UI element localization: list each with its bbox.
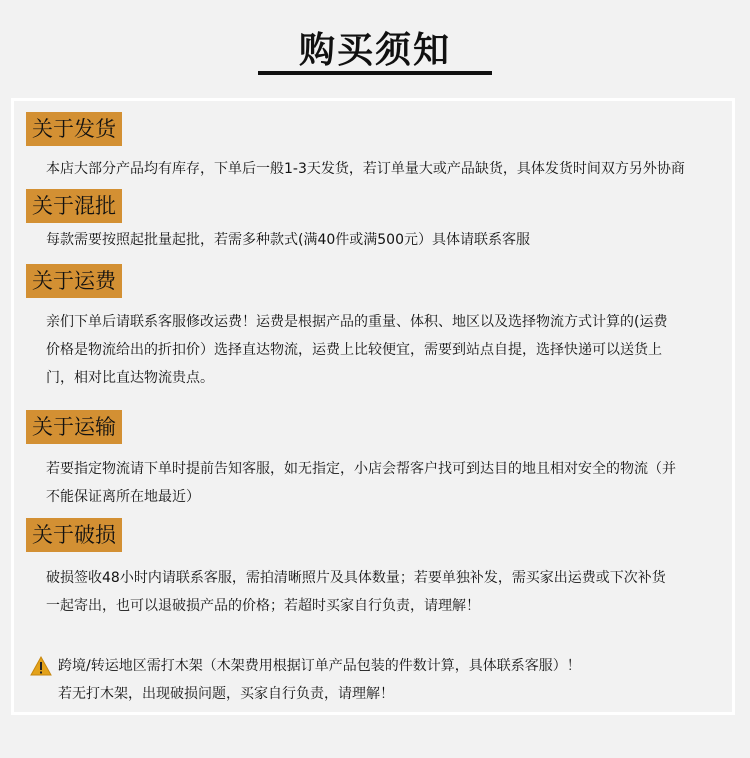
- section-heading-transport: 关于运输: [26, 410, 122, 444]
- section-text-shipping: [46, 155, 732, 183]
- page-title: 购买须知: [298, 30, 451, 71]
- section-line: 亲们下单后请联系客服修改运费！运费是根据产品的重量、体积、地区以及选择物流方式计算的(运费: [46, 314, 668, 330]
- section-line: 本店大部分产品均有库存，下单后一般1-3天发货，若订单量大或产品缺货，具体发货时间双方另外协商: [46, 161, 685, 177]
- section-line: 不能保证离所在地最近）: [46, 489, 200, 505]
- section-heading-freight: 关于运费: [26, 264, 122, 298]
- section-line: 一起寄出，也可以退破损产品的价格；若超时买家自行负责，请理解！: [46, 598, 480, 614]
- warning-triangle-icon: [30, 656, 52, 676]
- section-heading-mixed-batch: 关于混批: [26, 189, 122, 223]
- warning-text-line-2: 若无打木架，出现破损问题，买家自行负责，请理解！: [58, 686, 394, 702]
- section-heading-damage: 关于破损: [26, 518, 122, 552]
- section-line: 若要指定物流请下单时提前告知客服，如无指定，小店会帮客户找可到达目的地且相对安全的物流（并: [46, 461, 676, 477]
- section-text-freight: [46, 308, 732, 392]
- section-text-transport: [46, 455, 732, 511]
- title-underline: [258, 71, 492, 75]
- section-line: 破损签收48小时内请联系客服，需拍清晰照片及具体数量；若要单独补发，需买家出运费或下次补货: [46, 570, 666, 586]
- warning-text-line-1: 跨境/转运地区需打木架（木架费用根据订单产品包装的件数计算，具体联系客服）！: [58, 658, 581, 674]
- section-heading-shipping: 关于发货: [26, 112, 122, 146]
- section-text-damage: [46, 564, 732, 620]
- section-line: 价格是物流给出的折扣价）选择直达物流，运费上比较便宜，需要到站点自提，选择快递可以送货上: [46, 342, 662, 358]
- section-line: 每款需要按照起批量起批，若需多种款式(满40件或满500元）具体请联系客服: [46, 232, 530, 248]
- section-text-mixed-batch: [46, 226, 732, 254]
- section-line: 门，相对比直达物流贵点。: [46, 370, 214, 386]
